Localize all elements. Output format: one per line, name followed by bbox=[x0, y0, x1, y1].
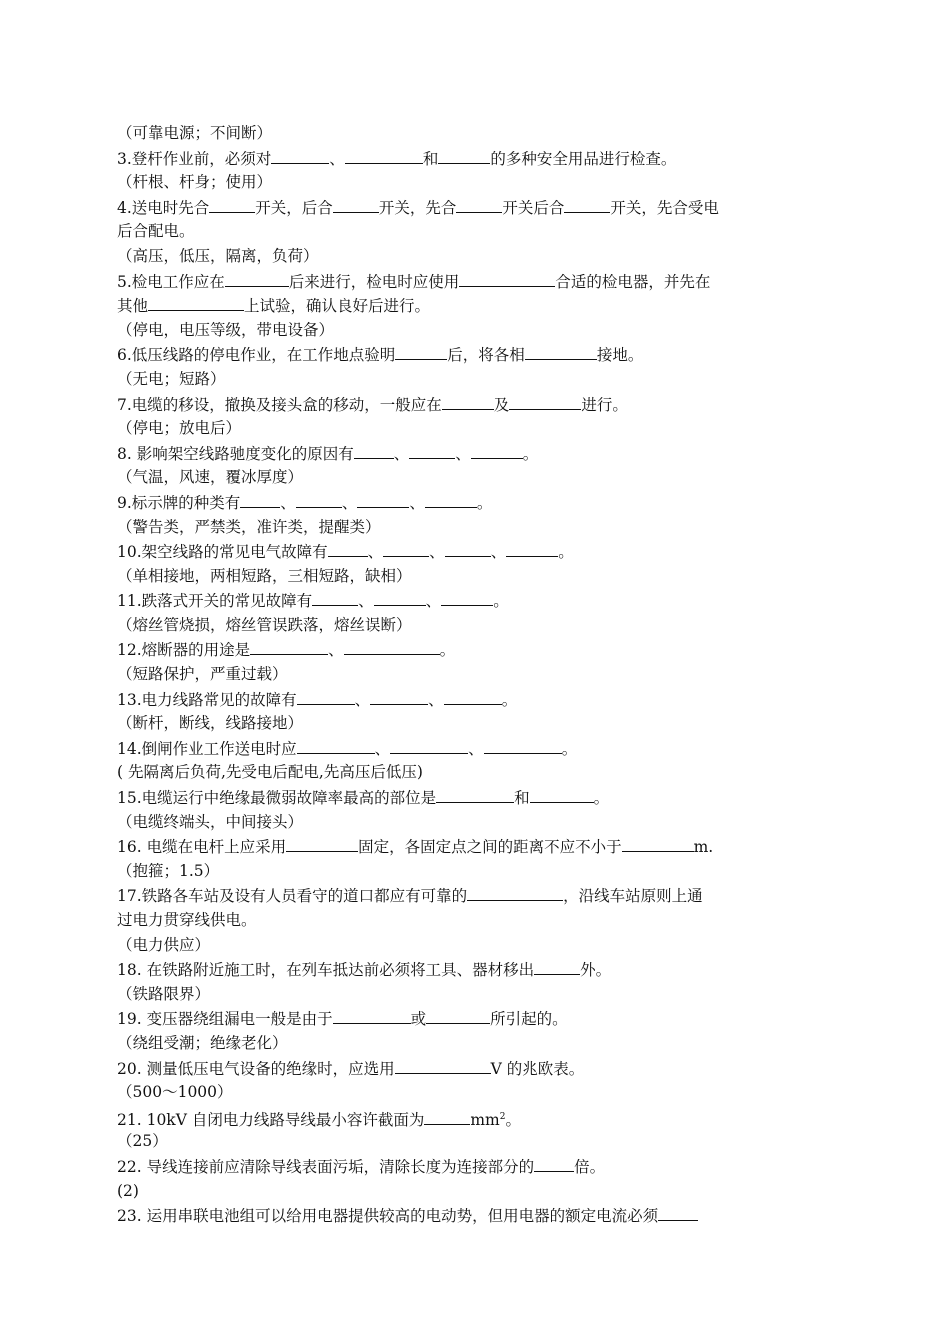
answer-line: （无电；短路） bbox=[117, 369, 226, 388]
blank[interactable] bbox=[209, 195, 255, 213]
blank[interactable] bbox=[250, 637, 328, 655]
question-line: 21. 10kV 自闭电力线路导线最小容许截面为 $mm^2$。 bbox=[117, 1105, 835, 1130]
blank[interactable] bbox=[345, 146, 423, 164]
question-line: 17.铁路各车站及设有人员看守的道口都应有可靠的 ，沿线车站原则上通 bbox=[117, 883, 835, 908]
blank[interactable] bbox=[333, 195, 379, 213]
answer-line: （25） bbox=[117, 1132, 168, 1151]
blank[interactable] bbox=[148, 293, 244, 311]
blank[interactable] bbox=[333, 1006, 411, 1024]
blank[interactable] bbox=[426, 1006, 490, 1024]
question-line: 11.跌落式开关的常见故障有 、 、 。 bbox=[117, 588, 835, 613]
answer-line: （熔丝管烧损，熔丝管误跌落，熔丝误断） bbox=[117, 615, 412, 634]
question-line: 4.送电时先合 开关，后合 开关，先合 开关后合 开关，先合受电 bbox=[117, 195, 835, 220]
blank[interactable] bbox=[442, 392, 494, 410]
blank[interactable] bbox=[370, 687, 428, 705]
question-line: 16. 电缆在电杆上应采用 固定，各固定点之间的距离不应不小于 m. bbox=[117, 834, 835, 859]
question-line: 6.低压线路的停电作业，在工作地点验明 后，将各相 接地。 bbox=[117, 342, 835, 367]
question-line: 18. 在铁路附近施工时，在列车抵达前必须将工具、器材移出 外。 bbox=[117, 957, 835, 982]
answer-line: （停电；放电后） bbox=[117, 419, 242, 438]
blank[interactable] bbox=[438, 146, 490, 164]
question-line: 13.电力线路常见的故障有 、 、 。 bbox=[117, 687, 835, 712]
answer-line: (2) bbox=[117, 1181, 139, 1200]
answer-line: （可靠电源；不间断） bbox=[117, 124, 273, 142]
question-line: 14.倒闸作业工作送电时应 、 、 。 bbox=[117, 736, 835, 761]
answer-line: （抱箍；1.5） bbox=[117, 861, 220, 880]
blank[interactable] bbox=[530, 785, 594, 803]
question-line: 12.熔断器的用途是 、 。 bbox=[117, 637, 835, 662]
question-line: 10.架空线路的常见电气故障有 、 、 、 。 bbox=[117, 539, 835, 564]
question-line: 7.电缆的移设，撤换及接头盒的移动，一般应在 及 进行。 bbox=[117, 392, 835, 417]
blank[interactable] bbox=[444, 687, 502, 705]
blank[interactable] bbox=[296, 490, 342, 508]
blank[interactable] bbox=[240, 490, 280, 508]
blank[interactable] bbox=[297, 736, 375, 754]
blank[interactable] bbox=[225, 269, 289, 287]
blank[interactable] bbox=[357, 490, 409, 508]
blank[interactable] bbox=[344, 637, 440, 655]
answer-line: （铁路限界） bbox=[117, 984, 211, 1003]
answer-line: （单相接地，两相短路，三相短路，缺相） bbox=[117, 566, 412, 585]
answer-line: （杆根、杆身；使用） bbox=[117, 173, 273, 192]
blank[interactable] bbox=[445, 539, 491, 557]
question-line: 后合配电。 bbox=[117, 222, 195, 241]
question-line: 过电力贯穿线供电。 bbox=[117, 911, 257, 929]
blank[interactable] bbox=[312, 588, 358, 606]
blank[interactable] bbox=[395, 1056, 491, 1074]
question-line: 19. 变压器绕组漏电一般是由于 或 所引起的。 bbox=[117, 1006, 835, 1031]
blank[interactable] bbox=[328, 539, 368, 557]
blank[interactable] bbox=[484, 736, 562, 754]
blank[interactable] bbox=[354, 441, 394, 459]
blank[interactable] bbox=[297, 687, 355, 705]
blank[interactable] bbox=[383, 539, 429, 557]
blank[interactable] bbox=[564, 195, 610, 213]
blank[interactable] bbox=[456, 195, 502, 213]
answer-line: （警告类，严禁类，准许类，提醒类） bbox=[117, 517, 381, 536]
answer-line: （停电，电压等级，带电设备） bbox=[117, 320, 335, 339]
question-line: 5.检电工作应在 后来进行，检电时应使用 合适的检电器，并先在 bbox=[117, 269, 835, 294]
document-page bbox=[117, 121, 835, 1228]
blank[interactable] bbox=[622, 834, 694, 852]
blank[interactable] bbox=[459, 269, 555, 287]
blank[interactable] bbox=[509, 392, 581, 410]
blank[interactable] bbox=[525, 342, 597, 360]
blank[interactable] bbox=[441, 588, 493, 606]
blank[interactable] bbox=[390, 736, 468, 754]
blank[interactable] bbox=[409, 441, 455, 459]
blank[interactable] bbox=[534, 1154, 574, 1172]
blank[interactable] bbox=[374, 588, 426, 606]
blank[interactable] bbox=[395, 342, 447, 360]
answer-line: （高压，低压，隔离，负荷） bbox=[117, 246, 319, 265]
question-line: 8. 影响架空线路驰度变化的原因有 、 、 。 bbox=[117, 441, 835, 466]
blank[interactable] bbox=[658, 1203, 698, 1221]
blank[interactable] bbox=[471, 441, 523, 459]
answer-line: （气温，风速，覆冰厚度） bbox=[117, 468, 304, 487]
answer-line: （绕组受潮；绝缘老化） bbox=[117, 1033, 288, 1052]
answer-line: （短路保护，严重过载） bbox=[117, 665, 288, 684]
answer-line: （电缆终端头，中间接头） bbox=[117, 812, 304, 831]
answer-line: （断杆，断线，线路接地） bbox=[117, 714, 304, 733]
blank[interactable] bbox=[271, 146, 329, 164]
question-line: 9.标示牌的种类有 、 、 、 。 bbox=[117, 490, 835, 515]
blank[interactable] bbox=[534, 957, 580, 975]
blank[interactable] bbox=[506, 539, 558, 557]
answer-line: （电力供应） bbox=[117, 935, 211, 954]
blank[interactable] bbox=[467, 883, 563, 901]
question-line: 20. 测量低压电气设备的绝缘时，应选用 V 的兆欧表。 bbox=[117, 1056, 835, 1081]
blank[interactable] bbox=[425, 490, 477, 508]
blank[interactable] bbox=[436, 785, 514, 803]
question-line: 3.登杆作业前，必须对 、 和 的多种安全用品进行检查。 bbox=[117, 146, 835, 171]
answer-line: ( 先隔离后负荷,先受电后配电,先高压后低压) bbox=[117, 763, 423, 782]
question-line: 15.电缆运行中绝缘最微弱故障率最高的部位是 和 。 bbox=[117, 785, 835, 810]
question-line: 23. 运用串联电池组可以给用电器提供较高的电动势，但用电器的额定电流必须 bbox=[117, 1203, 835, 1228]
blank[interactable] bbox=[286, 834, 358, 852]
blank[interactable] bbox=[424, 1107, 470, 1125]
question-line: 22. 导线连接前应清除导线表面污垢，清除长度为连接部分的 倍。 bbox=[117, 1154, 835, 1179]
answer-line: （500～1000） bbox=[117, 1083, 233, 1102]
question-line: 其他 上试验，确认良好后进行。 bbox=[117, 293, 835, 318]
